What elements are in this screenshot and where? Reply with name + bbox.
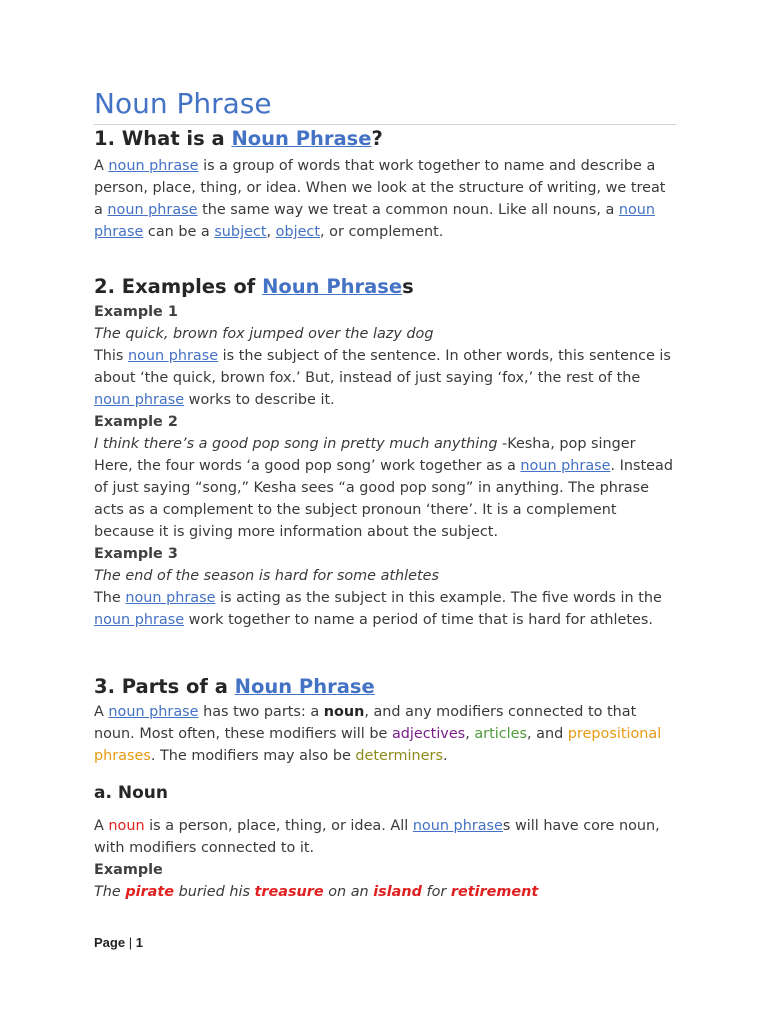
text-run: . The modifiers may also be	[150, 748, 356, 764]
example-2-attribution: -Kesha, pop singer	[497, 436, 636, 452]
section-2-heading	[94, 273, 676, 301]
section-3-heading-prefix: 3. Parts of a	[94, 675, 235, 698]
text-run: A	[94, 818, 109, 834]
text-run: for	[421, 884, 451, 900]
document-title	[94, 84, 676, 125]
noun-pirate: pirate	[125, 884, 175, 900]
text-run: ,	[465, 726, 475, 742]
noun-phrase-link[interactable]: noun phrase	[125, 590, 216, 606]
text-run: is a group of words that work together to name and describe a person, place, thing, or idea. When we look at the structure of writing, we treat a	[94, 158, 666, 218]
noun-phrase-heading-link[interactable]: Noun Phrase	[262, 275, 403, 298]
text-run: works to describe it.	[184, 392, 335, 408]
noun-phrase-link[interactable]: noun phrase	[108, 704, 199, 720]
noun-phrase-link[interactable]: noun phrase	[94, 612, 185, 628]
text-run: , and	[526, 726, 568, 742]
example-3-label: Example 3	[94, 546, 178, 562]
section-1-heading	[94, 125, 676, 153]
section-2-heading-prefix: 2. Examples of	[94, 275, 263, 298]
object-link[interactable]: object	[275, 224, 320, 240]
subsection-a-example-label: Example	[94, 862, 163, 878]
subsection-a-paragraph	[94, 815, 676, 859]
example-1-explanation	[94, 345, 676, 411]
text-run: on an	[323, 884, 374, 900]
section-1-heading-prefix: 1. What is a	[94, 127, 232, 150]
document-content	[94, 84, 676, 903]
text-run: is a person, place, thing, or idea. All	[144, 818, 413, 834]
noun-retirement: retirement	[450, 884, 539, 900]
text-run: Here, the four words ‘a good pop song’ work together as a	[94, 458, 521, 474]
page-separator: |	[125, 935, 136, 950]
example-2-quote: I think there’s a good pop song in pretty much anything	[94, 436, 498, 452]
noun-island: island	[373, 884, 422, 900]
text-run: . Instead of just saying “song,” Kesha sees “a good pop song” in anything. The phrase acts as a complement to the subject pronoun ‘there’. It is a complement because it is giving more information about the subject.	[94, 458, 673, 540]
subject-link[interactable]: subject	[214, 224, 267, 240]
noun-phrase-heading-link[interactable]: Noun Phrase	[234, 675, 375, 698]
document-title-text: Noun Phrase	[94, 87, 272, 120]
example-1-quote: The quick, brown fox jumped over the lazy dog	[94, 326, 434, 342]
prepositional-phrases-term: prepositional phrases	[94, 726, 662, 764]
page-label: Page	[94, 935, 126, 950]
text-run: , or complement.	[320, 224, 444, 240]
text-run: A	[94, 704, 109, 720]
text-run: work together to name a period of time that is hard for athletes.	[184, 612, 653, 628]
example-2-label: Example 2	[94, 414, 178, 430]
noun-phrase-link[interactable]: noun phrase	[107, 202, 198, 218]
noun-treasure: treasure	[254, 884, 324, 900]
noun-phrase-heading-link[interactable]: Noun Phrase	[231, 127, 372, 150]
text-run: is acting as the subject in this example. The five words in the	[215, 590, 662, 606]
noun-bold: noun	[323, 704, 365, 720]
page-footer	[94, 935, 143, 950]
text-run: buried his	[174, 884, 255, 900]
example-1-label: Example 1	[94, 304, 178, 320]
text-run: the same way we treat a common noun. Like all nouns, a	[197, 202, 619, 218]
text-run: ,	[266, 224, 276, 240]
noun-phrase-link[interactable]: noun phrase	[520, 458, 611, 474]
text-run: The	[94, 884, 126, 900]
text-run: s will have core noun, with modifiers connected to it.	[94, 818, 660, 856]
section-1-heading-suffix: ?	[371, 127, 383, 150]
text-run: This	[94, 348, 128, 364]
text-run: The	[94, 590, 126, 606]
example-2-quote-line	[94, 433, 676, 455]
section-1-paragraph	[94, 155, 676, 243]
text-run: is the subject of the sentence. In other words, this sentence is about ‘the quick, brown fox.’ But, instead of just saying ‘fox,’ the rest of the	[94, 348, 671, 386]
page-number: 1	[135, 935, 143, 950]
text-run: can be a	[143, 224, 215, 240]
section-3-heading	[94, 673, 676, 701]
subsection-a-example-quote	[94, 881, 676, 903]
section-3-paragraph	[94, 701, 676, 767]
articles-term: articles	[474, 726, 527, 742]
text-run: has two parts: a	[198, 704, 324, 720]
noun-phrase-link[interactable]: noun phrase	[94, 202, 656, 240]
text-run: , and any modifiers connected to that noun. Most often, these modifiers will be	[94, 704, 637, 742]
text-run: A	[94, 158, 109, 174]
adjectives-term: adjectives	[391, 726, 466, 742]
noun-phrase-link[interactable]: noun phrase	[94, 392, 185, 408]
noun-term: noun	[108, 818, 145, 834]
noun-phrase-link[interactable]: noun phrase	[108, 158, 199, 174]
subsection-a-heading: a. Noun	[94, 783, 168, 803]
text-run: .	[442, 748, 448, 764]
example-3-quote: The end of the season is hard for some athletes	[94, 568, 439, 584]
section-2-heading-suffix: s	[402, 275, 414, 298]
noun-phrase-link[interactable]: noun phrase	[412, 818, 503, 834]
example-2-explanation	[94, 455, 676, 543]
noun-phrase-link[interactable]: noun phrase	[127, 348, 219, 364]
determiners-term: determiners	[355, 748, 443, 764]
example-3-explanation	[94, 587, 676, 631]
